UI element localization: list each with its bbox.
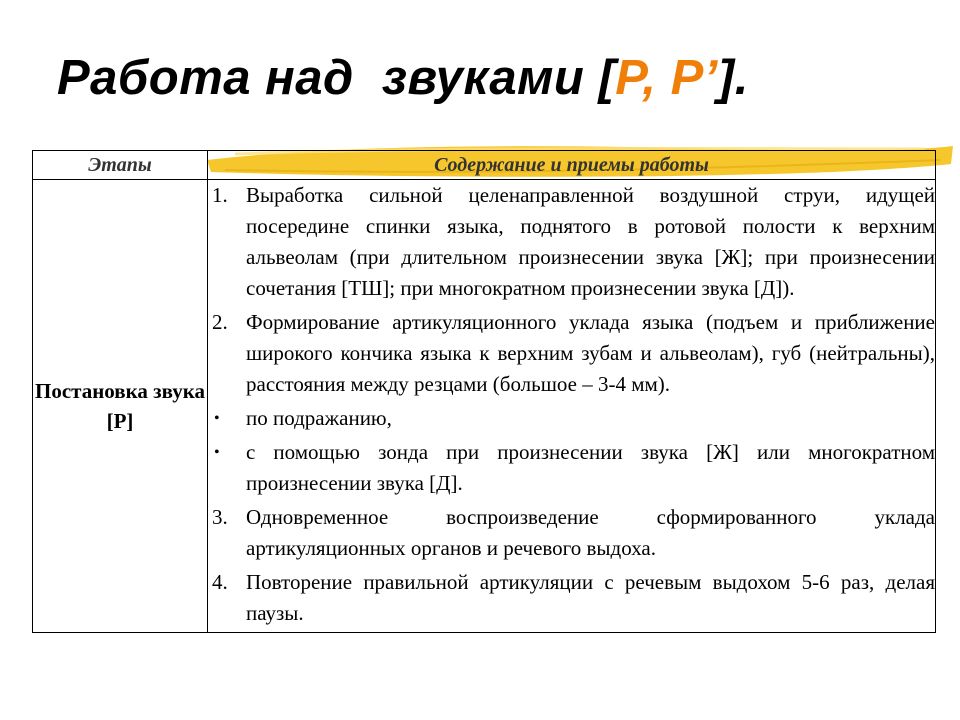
list-item [208, 403, 935, 434]
bullet-icon: • [214, 410, 220, 427]
stage-label: Постановка звука [Р] [33, 180, 208, 633]
bullet-icon: • [214, 444, 220, 461]
title-suffix: ]. [717, 51, 749, 105]
list-item [208, 502, 935, 564]
item-number: 1. [212, 183, 228, 207]
item-text: Повторение правильной артикуляции с речевым выдохом 5-6 раз, делая паузы. [246, 570, 935, 625]
list-item [208, 567, 935, 629]
item-text: Формирование артикуляционного уклада языка (подъем и приближение широкого кончика языка к верхним зубам и альвеолам), губ (нейтральны), расстояния между резцами (большое – 3-4 мм). [246, 310, 935, 396]
slide-title [57, 48, 749, 108]
title-prefix: Работа над звуками [ [57, 51, 616, 105]
list-item [208, 180, 935, 304]
list-item [208, 307, 935, 400]
header-content: Содержание и приемы работы [208, 151, 936, 180]
header-stages: Этапы [33, 151, 208, 180]
title-separator: , [642, 51, 671, 105]
item-text: Выработка сильной целенаправленной воздушной струи, идущей посередине спинки языка, поднятого в ротовой полости к верхним альвеолам (при длительном произнесении звука [Ж]; при произнесении сочетания [ТШ]; при многократном произнесении звука [Д]). [246, 183, 935, 300]
title-sound-r: Р [615, 51, 643, 105]
item-text: с помощью зонда при произнесении звука [Ж] или многократном произнесении звука [Д]. [246, 440, 935, 495]
item-text: Одновременное воспроизведение сформированного уклада артикуляционных органов и речевого выдоха. [246, 505, 935, 560]
item-number: 3. [212, 505, 228, 529]
title-sound-r-soft: Р’ [670, 51, 718, 105]
table-row [33, 180, 936, 633]
item-number: 2. [212, 310, 228, 334]
content-cell [208, 180, 936, 633]
stages-table [32, 150, 936, 633]
list-item [208, 437, 935, 499]
table-header-row [33, 151, 936, 180]
item-number: 4. [212, 570, 228, 594]
item-text: по подражанию, [246, 406, 392, 430]
